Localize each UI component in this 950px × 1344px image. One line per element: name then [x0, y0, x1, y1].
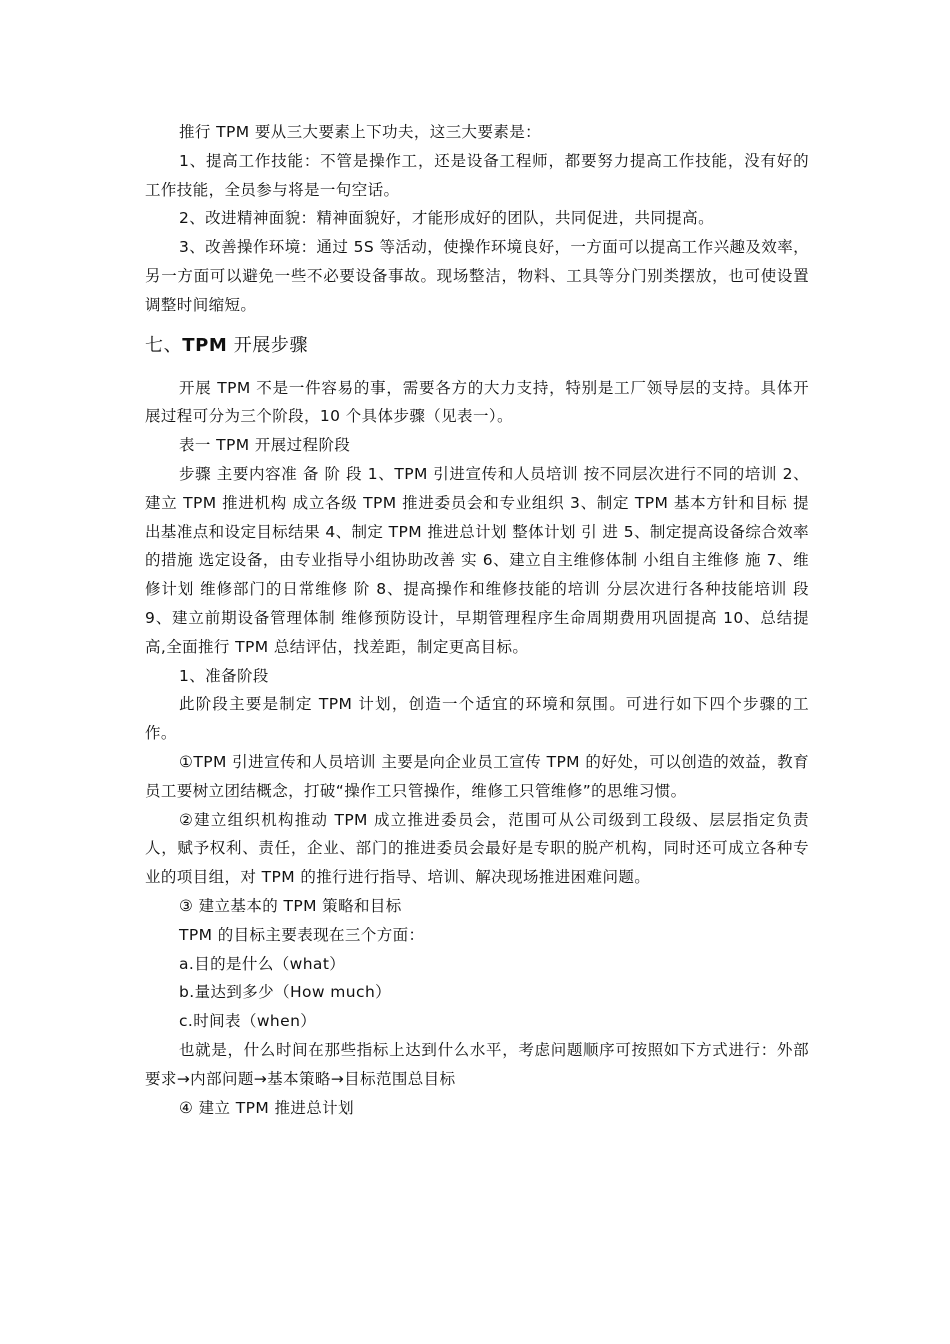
heading-prefix: 七、	[145, 334, 183, 356]
paragraph-order: 也就是，什么时间在那些指标上达到什么水平，考虑问题顺序可按照如下方式进行：外部要求→内部问题→基本策略→目标范围总目标	[145, 1040, 809, 1088]
list-item-what: a.目的是什么（what）	[179, 954, 346, 973]
paragraph-overview: 开展 TPM 不是一件容易的事，需要各方的大力支持，特别是工厂领导层的支持。具体开展过程可分为三个阶段，10 个具体步骤（见表一）。	[145, 378, 809, 426]
paragraph-intro: 推行 TPM 要从三大要素上下功夫，这三大要素是：	[179, 123, 542, 141]
paragraph-step-2: ②建立组织机构推动 TPM 成立推进委员会，范围可从公司级到工段级、层层指定负责人，赋予权利、责任，企业、部门的推进委员会最好是专职的脱产机构，同时还可成立各种专业的项目组，对 TPM 的推行进行指导、培训、解决现场推进困难问题。	[145, 810, 809, 887]
table-caption: 表一 TPM 开展过程阶段	[179, 436, 351, 455]
paragraph-step-1: ①TPM 引进宣传和人员培训 主要是向企业员工宣传 TPM 的好处，可以创造的效益，教育员工要树立团结概念，打破“操作工只管操作，维修工只管维修”的思维习惯。	[145, 752, 809, 800]
section-heading	[145, 328, 809, 364]
paragraph-step-4-title: ④ 建立 TPM 推进总计划	[179, 1098, 354, 1117]
paragraph-table-text: 步骤 主要内容准 备 阶 段 1、TPM 引进宣传和人员培训 按不同层次进行不同的培训 2、建立 TPM 推进机构 成立各级 TPM 推进委员会和专业组织 3、制定 TPM 基本方针和目标 提出基准点和设定目标结果 4、制定 TPM 推进总计划 整体计划 引 进 5、制定提高设备综合效率的措施 选定设备，由专业指导小组协助改善 实 6、建立自主维修体制 小组自主维修 施 7、维修计划 维修部门的日常维修 阶 8、提高操作和维修技能的培训 分层次进行各种技能培训 段 9、建立前期设备管理体制 维修预防设计，早期管理程序生命周期费用巩固提高 10、总结提高,全面推行 TPM 总结评估，找差距，制定更高目标。	[145, 464, 809, 656]
paragraph-element-1: 1、提高工作技能：不管是操作工，还是设备工程师，都要努力提高工作技能，没有好的工作技能，全员参与将是一句空话。	[145, 151, 809, 199]
paragraph-prep-stage: 此阶段主要是制定 TPM 计划，创造一个适宜的环境和氛围。可进行如下四个步骤的工作。	[145, 695, 809, 743]
document-content	[145, 118, 809, 1122]
subheading-prep-stage: 1、准备阶段	[179, 666, 269, 685]
heading-suffix: 开展步骤	[227, 334, 309, 356]
paragraph-element-3: 3、改善操作环境：通过 5S 等活动，使操作环境良好，一方面可以提高工作兴趣及效率，另一方面可以避免一些不必要设备事故。现场整洁，物料、工具等分门别类摆放，也可使设置调整时间缩短。	[145, 238, 809, 314]
heading-bold: TPM	[182, 334, 228, 356]
paragraph-step-3-title: ③ 建立基本的 TPM 策略和目标	[179, 896, 402, 915]
paragraph-goals: TPM 的目标主要表现在三个方面：	[179, 925, 425, 944]
paragraph-element-2: 2、改进精神面貌：精神面貌好，才能形成好的团队，共同促进，共同提高。	[179, 209, 714, 228]
list-item-when: c.时间表（when）	[179, 1012, 317, 1031]
list-item-how-much: b.量达到多少（How much）	[179, 983, 392, 1002]
